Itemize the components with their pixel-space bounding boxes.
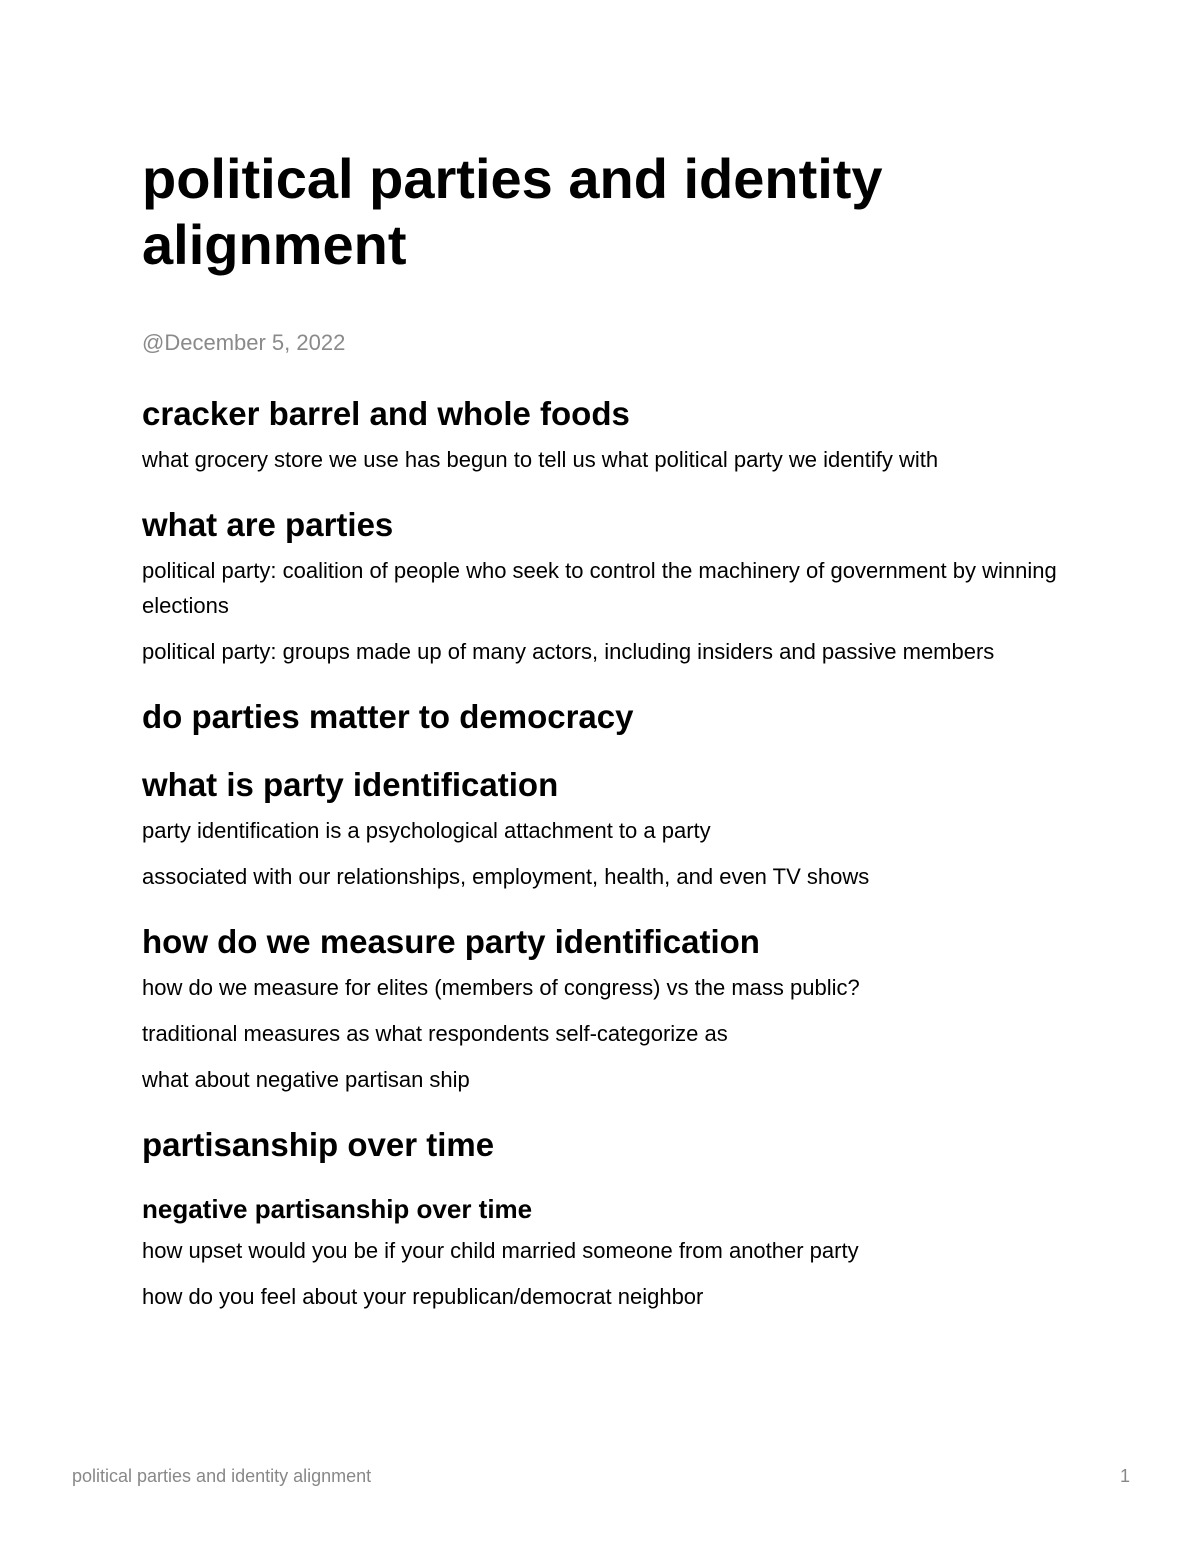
paragraph: political party: coalition of people who seek to control the machinery of government by winning elections [142, 558, 1057, 618]
paragraph: what grocery store we use has begun to tell us what political party we identify with [142, 447, 939, 472]
paragraph: traditional measures as what respondents self-categorize as [142, 1021, 728, 1046]
section-heading: partisanship over time [142, 1126, 495, 1163]
paragraph: political party: groups made up of many actors, including insiders and passive members [142, 639, 995, 664]
paragraph: party identification is a psychological attachment to a party [142, 818, 711, 843]
date-property: @December 5, 2022 [142, 330, 346, 355]
page-title: political parties and identity alignment [142, 147, 883, 276]
subsection-heading: negative partisanship over time [142, 1194, 533, 1224]
section-heading: how do we measure party identification [142, 923, 760, 960]
page-number: 1 [1119, 1466, 1130, 1486]
section-heading: cracker barrel and whole foods [142, 395, 630, 432]
paragraph: what about negative partisan ship [142, 1067, 470, 1092]
document-body [142, 394, 1082, 1314]
section-heading: what is party identification [142, 766, 559, 803]
paragraph: how upset would you be if your child married someone from another party [142, 1238, 859, 1263]
paragraph: how do you feel about your republican/democrat neighbor [142, 1284, 704, 1309]
footer-title: political parties and identity alignment [72, 1466, 372, 1486]
section-heading: do parties matter to democracy [142, 698, 634, 735]
section-heading: what are parties [142, 506, 394, 543]
paragraph: how do we measure for elites (members of congress) vs the mass public? [142, 975, 860, 1000]
paragraph: associated with our relationships, employment, health, and even TV shows [142, 864, 870, 889]
